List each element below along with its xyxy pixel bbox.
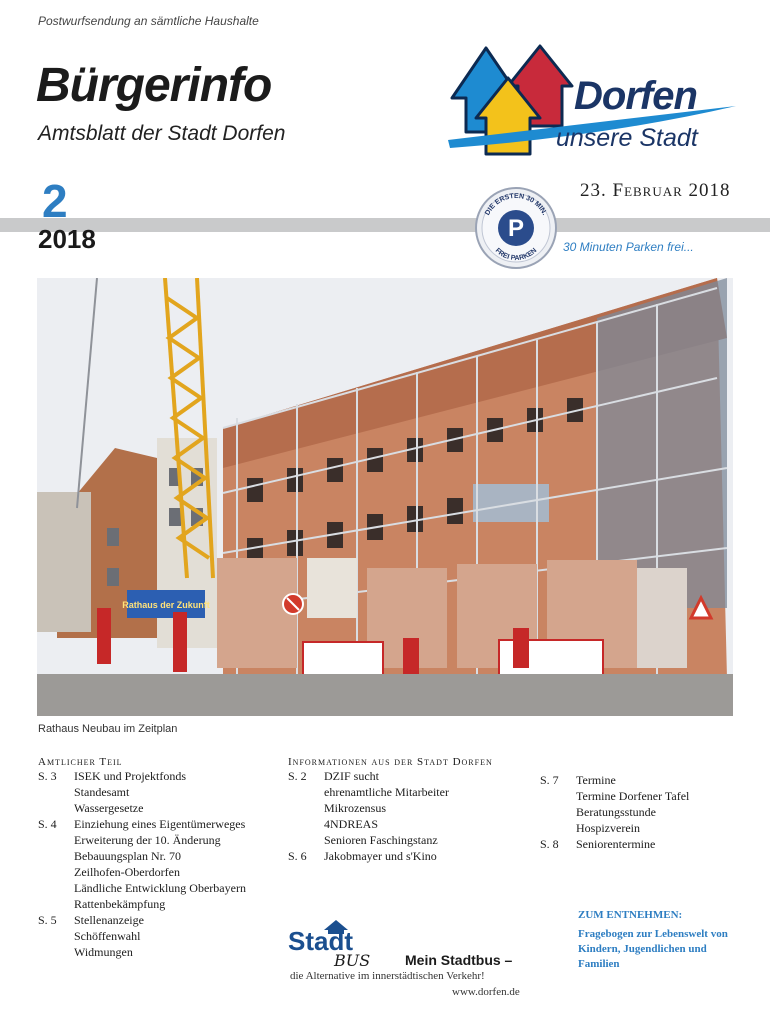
list-item[interactable]: Widmungen [74,945,133,959]
parking-note: 30 Minuten Parken frei... [563,240,694,254]
list-item[interactable]: Senioren Faschingstanz [324,833,438,847]
list-item[interactable]: S. 4 Einziehung eines Eigentümerweges [38,817,246,831]
toc-amtlicher-teil [38,756,278,960]
list-item[interactable]: Hospizverein [576,821,640,835]
list-item[interactable]: S. 2 DZIF sucht [288,769,379,783]
list-item[interactable]: Standesamt [74,785,130,799]
parking-p-letter: P [507,215,525,242]
list-item[interactable]: Beratungsstunde [576,805,656,819]
stadtbus-title: Mein Stadtbus – [405,952,513,968]
page-subtitle: Amtsblatt der Stadt Dorfen [38,122,286,145]
take-out-text: Fragebogen zur Lebenswelt von Kindern, Jugendlichen und Familien [578,928,728,970]
list-item[interactable]: Wassergesetze [74,801,144,815]
photo-caption: Rathaus Neubau im Zeitplan [38,723,178,735]
logo-subline: unsere Stadt [556,124,698,152]
issue-year: 2018 [38,224,96,254]
stadtbus-description: die Alternative im innerstädtischen Verkehr! [290,970,485,982]
stadtbus-logo-script: BUS [334,951,371,970]
list-item[interactable]: 4NDREAS [324,817,379,831]
tagline: Postwurfsendung an sämtliche Haushalte [38,14,259,28]
construction-site-photo [37,278,733,716]
take-out-heading: ZUM ENTNEHMEN: [578,909,683,921]
list-item[interactable]: S. 6 Jakobmayer und s'Kino [288,849,437,863]
list-item[interactable]: Mikrozensus [324,801,386,815]
list-item[interactable]: S. 3 ISEK und Projektfonds [38,769,186,783]
svg-text:FREI PARKEN: FREI PARKEN [493,247,539,263]
svg-text:DIE ERSTEN 30 MIN.: DIE ERSTEN 30 MIN. [484,192,548,217]
page-title: Bürgerinfo [36,59,272,112]
toc-heading: Informationen aus der Stadt Dorfen [288,756,493,768]
take-out-notice [578,908,748,972]
list-item[interactable]: Erweiterung der 10. Änderung [74,833,221,847]
toc-heading: Amtlicher Teil [38,756,123,768]
list-item[interactable]: Bebauungsplan Nr. 70 [74,849,181,863]
logo-wordmark: Dorfen [574,74,697,118]
issue-date: 23. Februar 2018 [580,180,731,201]
list-item[interactable]: S. 8 Seniorentermine [540,837,656,851]
toc-termine [540,772,740,852]
list-item[interactable]: ehrenamtliche Mitarbeiter [324,785,449,799]
header-divider-bar [0,218,770,232]
list-item[interactable]: S. 7 Termine [540,773,616,787]
issue-number: 2 [42,175,68,227]
toc-informationen [288,756,528,864]
parking-badge-icon [474,186,558,270]
photo-banner-text: Rathaus der Zukunft [122,600,210,610]
list-item[interactable]: Schöffenwahl [74,929,141,943]
list-item[interactable]: S. 5 Stellenanzeige [38,913,144,927]
list-item[interactable]: Termine Dorfener Tafel [576,789,690,803]
stadtbus-logo-main: Stadt [288,926,353,956]
stadtbus-logo-icon [288,918,384,970]
list-item[interactable]: Ländliche Entwicklung Oberbayern [74,881,246,895]
list-item[interactable]: Zeilhofen-Oberdorfen [74,865,180,879]
stadtbus-website-link[interactable]: www.dorfen.de [452,986,520,998]
list-item[interactable]: Rattenbekämpfung [74,897,166,911]
